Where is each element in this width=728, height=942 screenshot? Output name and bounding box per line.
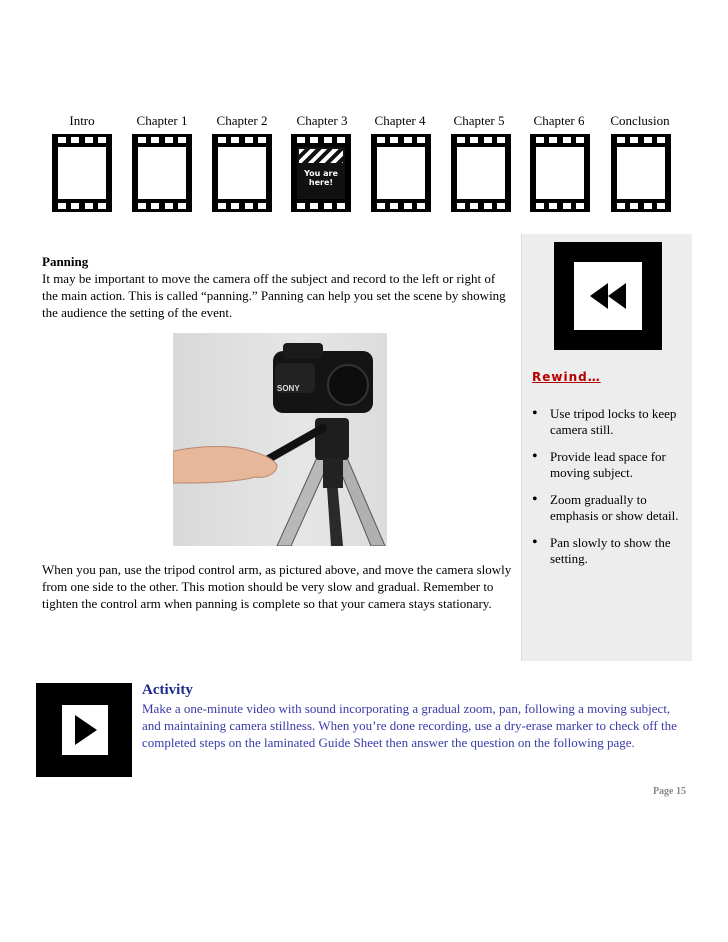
clapperboard-icon: [299, 149, 343, 163]
rewind-sidebar: [521, 234, 692, 661]
nav-chapter-3[interactable]: [282, 112, 362, 130]
nav-label: Chapter 2: [216, 113, 268, 128]
pan-instructions: When you pan, use the tripod control arm, as pictured above, and move the camera slowly from one side to the other. This motion should be very slow and gradual. Remember to tighten the control arm when panning is complete so that your camera stays stationary.: [42, 562, 512, 611]
page-number: Page 15: [652, 786, 686, 797]
nav-label: Chapter 4: [374, 113, 426, 128]
nav-label: Chapter 1: [136, 113, 188, 128]
film-frame-icon[interactable]: [530, 134, 590, 212]
nav-chapter-4[interactable]: [360, 112, 440, 130]
tripod-camera-illustration: [173, 333, 387, 546]
nav-chapter-1[interactable]: [122, 112, 202, 130]
film-frame-icon[interactable]: [611, 134, 671, 212]
play-button[interactable]: [36, 683, 132, 777]
chapter-nav: [0, 112, 728, 222]
film-frame-icon[interactable]: [371, 134, 431, 212]
nav-chapter-6[interactable]: [519, 112, 599, 130]
play-icon: [71, 713, 99, 747]
nav-label: Intro: [69, 113, 95, 128]
you-are-here-label: You are here!: [304, 169, 338, 187]
camera-brand-label: SONY: [277, 384, 300, 393]
list-item: • Use tripod locks to keep camera still.: [528, 406, 688, 438]
activity-title: Activity: [142, 682, 193, 698]
nav-conclusion[interactable]: [600, 112, 680, 130]
intro-paragraph: It may be important to move the camera off the subject and record to the left or right of the main action. This is called “panning.” Panning can help you set the scene by showing the audience the setting of the event.: [42, 271, 506, 320]
tripod-photo: [173, 333, 387, 546]
activity-text: Make a one-minute video with sound incorporating a gradual zoom, pan, following a moving subject, and maintaining camera stillness. When you’re done recording, use a dry-erase marker to check off the completed steps on the laminated Guide Sheet then answer the question on the following page.: [142, 701, 677, 750]
tips-list: [528, 406, 688, 578]
rewind-title: Rewind…: [532, 370, 601, 384]
nav-intro[interactable]: [42, 112, 122, 130]
rewind-button[interactable]: [554, 242, 662, 350]
film-frame-icon[interactable]: [212, 134, 272, 212]
section-heading: Panning: [42, 254, 89, 269]
list-item: • Zoom gradually to emphasis or show detail.: [528, 492, 688, 524]
film-frame-active-icon[interactable]: [291, 134, 351, 212]
list-item: • Pan slowly to show the setting.: [528, 535, 688, 567]
nav-label: Chapter 6: [533, 113, 585, 128]
film-frame-icon[interactable]: [132, 134, 192, 212]
film-frame-icon[interactable]: [52, 134, 112, 212]
nav-chapter-2[interactable]: [202, 112, 282, 130]
nav-label: Conclusion: [610, 113, 670, 128]
rewind-icon: [588, 281, 628, 311]
film-frame-icon[interactable]: [451, 134, 511, 212]
list-item: • Provide lead space for moving subject.: [528, 449, 688, 481]
nav-chapter-5[interactable]: [439, 112, 519, 130]
nav-label: Chapter 3: [296, 113, 348, 128]
nav-label: Chapter 5: [453, 113, 505, 128]
